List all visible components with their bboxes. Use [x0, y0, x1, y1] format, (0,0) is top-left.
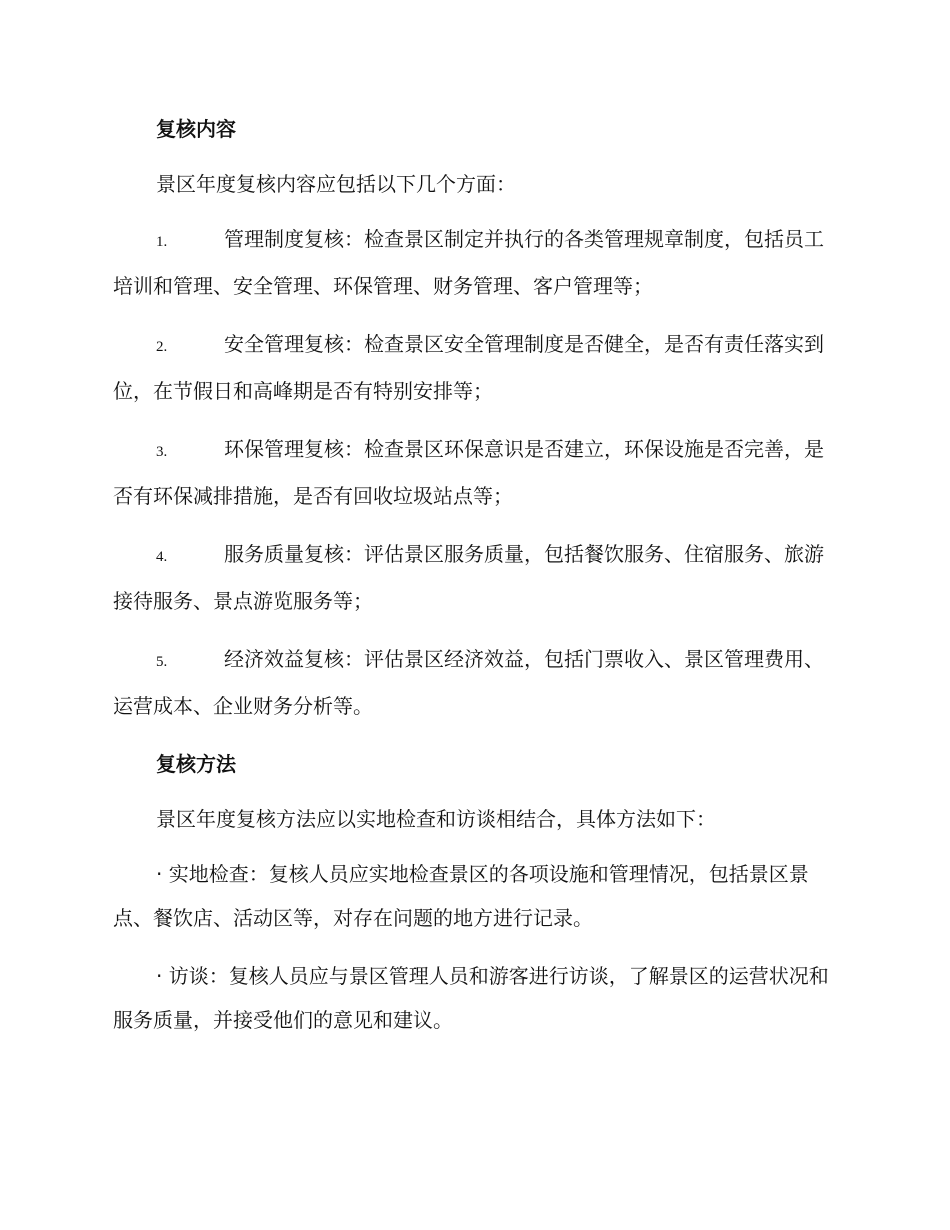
bullet-symbol: · [156, 862, 163, 886]
bullet-text: 访谈：复核人员应与景区管理人员和游客进行访谈，了解景区的运营状况和服务质量，并接受他们的意见和建议。 [113, 964, 829, 1032]
section-heading-review-content: 复核内容 [156, 117, 236, 141]
list-text: 环保管理复核：检查景区环保意识是否建立，环保设施是否完善，是否有环保减排措施，是否有回收垃圾站点等； [113, 437, 824, 508]
section-heading-review-method: 复核方法 [156, 752, 236, 776]
list-item [113, 217, 837, 308]
bullet-text: 实地检查：复核人员应实地检查景区的各项设施和管理情况，包括景区景点、餐饮店、活动区等，对存在问题的地方进行记录。 [113, 862, 809, 930]
bullet-symbol: · [156, 964, 163, 988]
list-number: 2. [156, 339, 168, 355]
list-text: 安全管理复核：检查景区安全管理制度是否健全，是否有责任落实到位，在节假日和高峰期是否有特别安排等； [113, 332, 824, 403]
list-item [113, 322, 837, 413]
list-item [113, 637, 837, 728]
section-intro-review-content: 景区年度复核内容应包括以下几个方面： [156, 172, 516, 196]
list-number: 4. [156, 549, 168, 565]
section-intro-review-method: 景区年度复核方法应以实地检查和访谈相结合，具体方法如下： [156, 807, 716, 831]
list-text: 服务质量复核：评估景区服务质量，包括餐饮服务、住宿服务、旅游接待服务、景点游览服务等； [113, 542, 824, 613]
list-number: 5. [156, 654, 168, 670]
bullet-item [113, 954, 837, 1042]
list-text: 经济效益复核：评估景区经济效益，包括门票收入、景区管理费用、运营成本、企业财务分析等。 [113, 647, 824, 718]
list-number: 1. [156, 234, 168, 250]
list-item [113, 427, 837, 518]
list-item [113, 532, 837, 623]
document-body [113, 110, 837, 1042]
bullet-item [113, 852, 837, 940]
list-text: 管理制度复核：检查景区制定并执行的各类管理规章制度，包括员工培训和管理、安全管理、环保管理、财务管理、客户管理等； [113, 227, 824, 298]
list-number: 3. [156, 444, 168, 460]
